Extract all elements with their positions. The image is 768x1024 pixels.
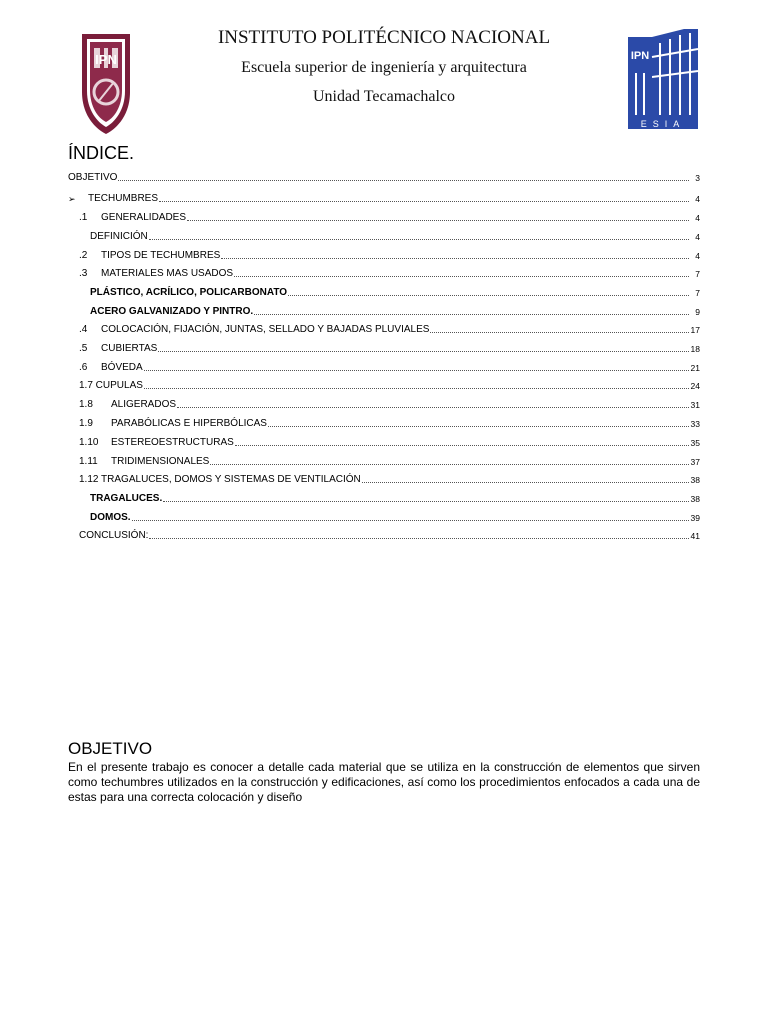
toc-leader	[159, 200, 689, 202]
toc-leader	[118, 179, 689, 181]
esia-logo-text: ESIA	[640, 119, 686, 129]
toc-leader	[149, 238, 689, 240]
toc-leader	[132, 519, 689, 521]
toc-entry-number: .4	[79, 324, 88, 335]
toc-entry[interactable]	[68, 528, 700, 542]
toc-entry-number: .1	[79, 212, 88, 223]
index-title: ÍNDICE.	[68, 143, 135, 163]
toc-leader	[163, 500, 689, 502]
toc-entry[interactable]	[68, 378, 700, 392]
toc-leader	[144, 387, 689, 389]
toc-entry[interactable]	[68, 229, 700, 243]
toc-entry[interactable]	[68, 304, 700, 318]
toc-entry-page: 38	[690, 494, 700, 504]
unit-name: Unidad Tecamachalco	[312, 88, 456, 105]
toc-entry[interactable]	[68, 491, 700, 505]
toc-entry-page: 4	[695, 251, 700, 261]
toc-entry[interactable]	[68, 285, 700, 299]
toc-entry[interactable]	[68, 341, 700, 355]
toc-entry-label: 1.12 TRAGALUCES, DOMOS Y SISTEMAS DE VENTILACIÓN	[79, 474, 361, 485]
toc-entry[interactable]	[68, 435, 700, 449]
ipn-logo-text: IPN	[95, 52, 117, 67]
toc-entry-number: 1.8	[79, 399, 93, 410]
toc-entry-page: 18	[690, 344, 700, 354]
toc-leader	[149, 537, 689, 539]
toc-entry-number: 1.11	[79, 456, 98, 467]
toc-entry-label: COLOCACIÓN, FIJACIÓN, JUNTAS, SELLADO Y BAJADAS PLUVIALES	[101, 324, 430, 335]
toc-entry[interactable]	[68, 248, 700, 262]
toc-entry-label: DOMOS.	[90, 512, 131, 523]
toc-entry-number: .5	[79, 343, 88, 354]
toc-entry-page: 7	[695, 288, 700, 298]
toc-leader	[362, 481, 689, 483]
toc-entry-number: 1.10	[79, 437, 99, 448]
arrow-bullet-icon: ➢	[68, 194, 76, 204]
toc-entry-page: 39	[690, 513, 700, 523]
esia-logo-ipn-text: IPN	[630, 50, 650, 62]
toc-leader	[288, 294, 689, 296]
toc-entry-page: 9	[695, 307, 700, 317]
toc-entry-page: 38	[690, 475, 700, 485]
objective-heading: OBJETIVO	[68, 739, 153, 758]
toc-entry-page: 24	[690, 381, 700, 391]
toc-leader	[221, 257, 689, 259]
toc-entry-page: 4	[695, 232, 700, 242]
toc-entry[interactable]	[68, 510, 700, 524]
toc-entry-label: PLÁSTICO, ACRÍLICO, POLICARBONATO	[90, 287, 288, 298]
toc-entry-page: 7	[695, 269, 700, 279]
toc-entry-label: ESTEREOESTRUCTURAS	[111, 437, 234, 448]
toc-leader	[235, 444, 689, 446]
toc-entry-number: .6	[79, 362, 88, 373]
toc-entry[interactable]	[68, 322, 700, 336]
toc-entry-label: ALIGERADOS	[111, 399, 177, 410]
objective-paragraph: En el presente trabajo es conocer a detalle cada material que se utiliza en la construcción de elementos que sirven como techumbres utilizados en la construcción y edificaciones, así como los procedimientos enfocados a cada una de estas para una correcta colocación y diseño	[68, 760, 700, 804]
toc-entry-label: ACERO GALVANIZADO Y PINTRO.	[90, 306, 254, 317]
toc-leader	[268, 425, 689, 427]
toc-entry-page: 41	[690, 531, 700, 541]
toc-entry-label: PARABÓLICAS E HIPERBÓLICAS	[111, 418, 267, 429]
esia-logo	[626, 27, 700, 129]
toc-entry[interactable]	[68, 266, 700, 280]
toc-entry-label: CUBIERTAS	[101, 343, 158, 354]
toc-entry[interactable]	[68, 454, 700, 468]
toc-entry-page: 21	[690, 363, 700, 373]
toc-entry-label: BÓVEDA	[101, 362, 143, 373]
toc-entry[interactable]	[68, 416, 700, 430]
toc-entry-page: 3	[695, 173, 700, 183]
toc-entry-label: TECHUMBRES	[88, 193, 159, 204]
toc-entry[interactable]	[68, 472, 700, 486]
toc-entry[interactable]	[68, 210, 700, 224]
toc-entry-page: 35	[690, 438, 700, 448]
toc-leader	[144, 369, 689, 371]
toc-entry-number: 1.9	[79, 418, 93, 429]
toc-entry-number: .2	[79, 250, 88, 261]
toc-entry-label: TRIDIMENSIONALES	[111, 456, 210, 467]
toc-entry-label: CONCLUSIÓN:	[79, 530, 149, 541]
toc-entry[interactable]	[68, 170, 700, 184]
toc-entry-page: 4	[695, 194, 700, 204]
toc-leader	[210, 463, 689, 465]
toc-entry-label: TIPOS DE TECHUMBRES	[101, 250, 221, 261]
school-name: Escuela superior de ingeniería y arquitectura	[241, 59, 527, 76]
toc-entry-label: DEFINICIÓN	[90, 231, 148, 242]
toc-leader	[177, 406, 689, 408]
toc-entry-page: 37	[690, 457, 700, 467]
toc-entry-label: GENERALIDADES	[101, 212, 187, 223]
toc-entry[interactable]	[68, 191, 700, 205]
toc-entry-label: TRAGALUCES.	[90, 493, 163, 504]
ipn-logo	[76, 30, 136, 136]
toc-entry[interactable]	[68, 360, 700, 374]
toc-entry-label: 1.7 CUPULAS	[79, 380, 143, 391]
toc-leader	[430, 331, 689, 333]
toc-entry-page: 4	[695, 213, 700, 223]
toc-leader	[234, 275, 689, 277]
toc-entry-page: 17	[690, 325, 700, 335]
toc-entry-number: .3	[79, 268, 88, 279]
toc-leader	[254, 313, 689, 315]
toc-entry-page: 31	[690, 400, 700, 410]
toc-entry-page: 33	[690, 419, 700, 429]
toc-leader	[187, 219, 689, 221]
institution-name: INSTITUTO POLITÉCNICO NACIONAL	[217, 27, 551, 48]
toc-entry-label: MATERIALES MAS USADOS	[101, 268, 234, 279]
toc-entry[interactable]	[68, 397, 700, 411]
toc-entry-label: OBJETIVO	[68, 172, 118, 183]
toc-leader	[158, 350, 689, 352]
